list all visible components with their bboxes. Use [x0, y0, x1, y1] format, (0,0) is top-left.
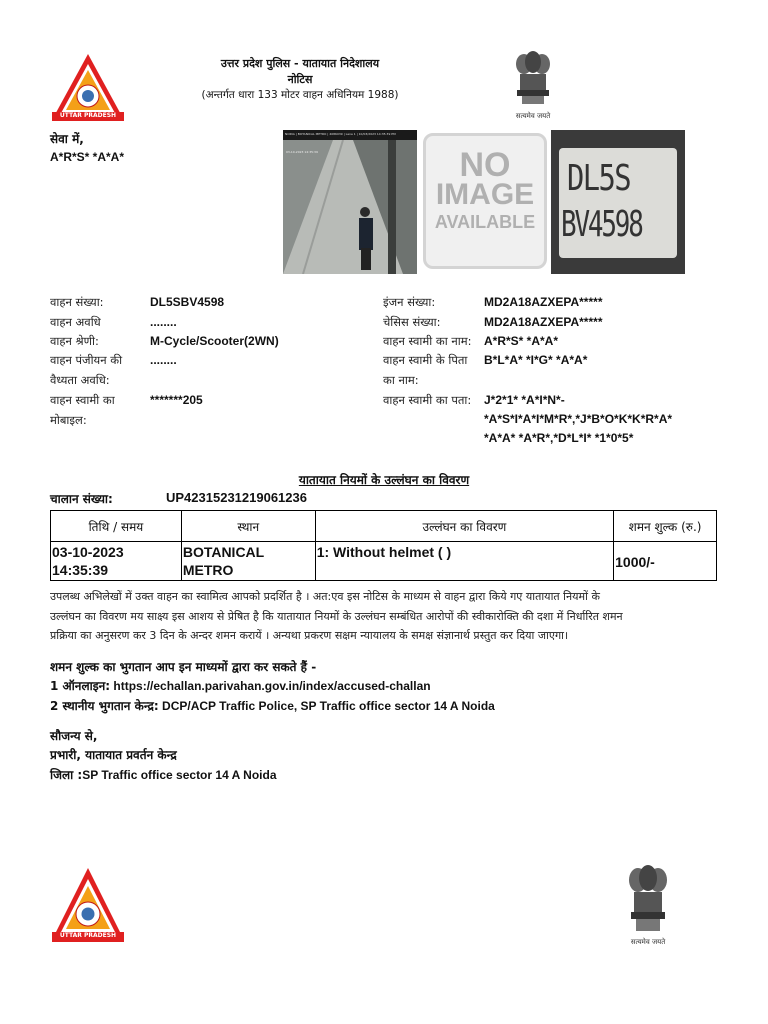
challan-number-value: UP42315231219061236	[166, 490, 307, 505]
owner-name-value: A*R*S* *A*A*	[484, 334, 559, 348]
no-image-text-2: IMAGE	[435, 178, 535, 211]
registration-validity-label-2: वैध्यता अवधि:	[50, 373, 110, 387]
violation-place-1: BOTANICAL	[182, 544, 265, 560]
district-label: जिला :	[50, 768, 83, 782]
cell-place	[181, 542, 315, 581]
col-header-description: उल्लंघन का विवरण	[315, 511, 613, 542]
table-row	[51, 542, 717, 581]
signoff-district	[50, 766, 277, 783]
national-emblem-icon	[512, 50, 554, 120]
vehicle-number-label: वाहन संख्या:	[50, 295, 104, 309]
number-plate-photo	[551, 130, 685, 274]
district-value: SP Traffic office sector 14 A Noida	[82, 768, 277, 782]
logo-text-bottom-footer: UTTAR PRADESH	[59, 932, 117, 939]
col-header-fine: शमन शुल्क (रु.)	[614, 511, 717, 542]
owner-mobile-value: *******205	[150, 393, 203, 407]
owner-father-label-1: वाहन स्वामी के पिता	[383, 353, 468, 367]
addressee-name: A*R*S* *A*A*	[50, 150, 125, 164]
signoff-courtesy: सौजन्य से,	[50, 729, 98, 743]
vehicle-number-value: DL5SBV4598	[150, 295, 225, 309]
payment-local-value: DCP/ACP Traffic Police, SP Traffic office sector 14 A Noida	[158, 699, 495, 713]
cell-fine	[614, 542, 717, 581]
challan-number-label: चालान संख्या:	[50, 492, 113, 506]
logo-text-bottom: UTTAR PRADESH	[59, 112, 117, 119]
owner-address-line-3: *A*A* *A*R*,*D*L*I* *1*0*5*	[484, 431, 634, 445]
owner-mobile-label-1: वाहन स्वामी का	[50, 393, 115, 407]
emblem-motto: सत्यमेव जयते	[515, 112, 551, 120]
notice-title: नोटिस	[287, 73, 313, 86]
payment-online-link[interactable]: https://echallan.parivahan.gov.in/index/accused-challan	[110, 679, 431, 693]
emblem-motto-footer: सत्यमेव जयते	[630, 938, 666, 946]
cell-description: 1: Without helmet ( )	[315, 542, 613, 581]
owner-address-line-2: *A*S*I*A*I*M*R*,*J*B*O*K*K*R*A*	[484, 412, 673, 426]
no-image-text-1: NO	[459, 146, 511, 184]
chassis-number-value: MD2A18AZXEPA*****	[484, 315, 603, 329]
camera-capture-photo	[283, 130, 417, 274]
owner-name-label: वाहन स्वामी का नाम:	[383, 334, 472, 348]
vehicle-class-label: वाहन श्रेणी:	[50, 334, 99, 348]
registration-validity-value: ........	[150, 353, 177, 367]
plate-line-2: BV4598	[561, 204, 642, 245]
no-image-placeholder	[423, 133, 547, 269]
owner-father-label-2: का नाम:	[383, 373, 419, 387]
engine-number-value: MD2A18AZXEPA*****	[484, 295, 603, 309]
payment-online	[50, 677, 431, 694]
violation-date: 03-10-2023	[52, 544, 124, 560]
act-subtitle: (अन्तर्गत धारा 133 मोटर वाहन अधिनियम 1988)	[201, 89, 399, 101]
violation-fine: 1000/-	[615, 553, 655, 570]
payment-local	[50, 697, 495, 714]
addressee-salutation: सेवा में,	[50, 132, 84, 146]
notice-line-3: प्रक्रिया का अनुसरण कर 3 दिन के अन्दर शमन करायें । अन्यथा प्रकरण सक्षम न्यायालय के समक्ष संज्ञानार्थ प्रस्तुत कर दिया जाएगा।	[50, 629, 569, 642]
payment-heading: शमन शुल्क का भुगतान आप इन माध्यमों द्वारा कर सकते हैं -	[50, 660, 317, 674]
department-title: उत्तर प्रदेश पुलिस - यातायात निदेशालय	[220, 57, 380, 70]
vehicle-class-value: M-Cycle/Scooter(2WN)	[150, 334, 279, 348]
col-header-datetime: तिथि / समय	[51, 511, 182, 542]
vehicle-period-label: वाहन अवधि	[50, 315, 101, 329]
vehicle-period-value: ........	[150, 315, 177, 329]
engine-number-label: इंजन संख्या:	[383, 295, 436, 309]
signoff-incharge: प्रभारी, यातायात प्रवर्तन केन्द्र	[50, 748, 177, 762]
owner-mobile-label-2: मोबाइल:	[50, 413, 87, 427]
col-header-place: स्थान	[181, 511, 315, 542]
plate-line-1: DL5S	[567, 158, 630, 199]
owner-father-value: B*L*A* *I*G* *A*A*	[484, 353, 588, 367]
registration-validity-label-1: वाहन पंजीयन की	[50, 353, 123, 367]
notice-paragraph	[50, 587, 718, 646]
notice-line-2: उल्लंघन का विवरण मय साक्ष्य इस आशय से प्रेषित है कि यातायात नियमों के उल्लंघन सम्बंधित आरोपों की स्वीकारोक्ति की दशा में निर्धारित शमन	[50, 609, 623, 623]
notice-line-1: उपलब्ध अभिलेखों में उक्त वाहन का स्वामित्व आपको प्रदर्शित है । अत:एव इस नोटिस के माध्यम से वाहन द्वारा किये गए यातायात नियमों के	[50, 590, 600, 603]
payment-online-label: 1 ऑनलाइन:	[50, 679, 111, 693]
violation-place-2: METRO	[182, 562, 234, 578]
no-image-text-3: AVAILABLE	[434, 212, 536, 232]
owner-address-line-1: J*2*1* *A*I*N*-	[484, 393, 565, 407]
cell-datetime	[51, 542, 182, 581]
camera-caption: NOIDA | BOTANICAL METRO | 4086039 | Lane 1 | 10/03/2023 14:35:39 PM	[285, 132, 396, 136]
owner-address-label: वाहन स्वामी का पता:	[383, 393, 472, 407]
chassis-number-label: चेसिस संख्या:	[383, 315, 441, 329]
payment-local-label: 2 स्थानीय भुगतान केन्द्र:	[50, 699, 159, 713]
violation-table	[50, 510, 717, 581]
national-emblem-icon-footer	[626, 864, 670, 948]
camera-sub-caption: 03-10-2023 14:35:39	[286, 150, 318, 154]
violation-section-title: यातायात नियमों के उल्लंघन का विवरण	[298, 473, 470, 487]
violation-time: 14:35:39	[52, 562, 109, 578]
